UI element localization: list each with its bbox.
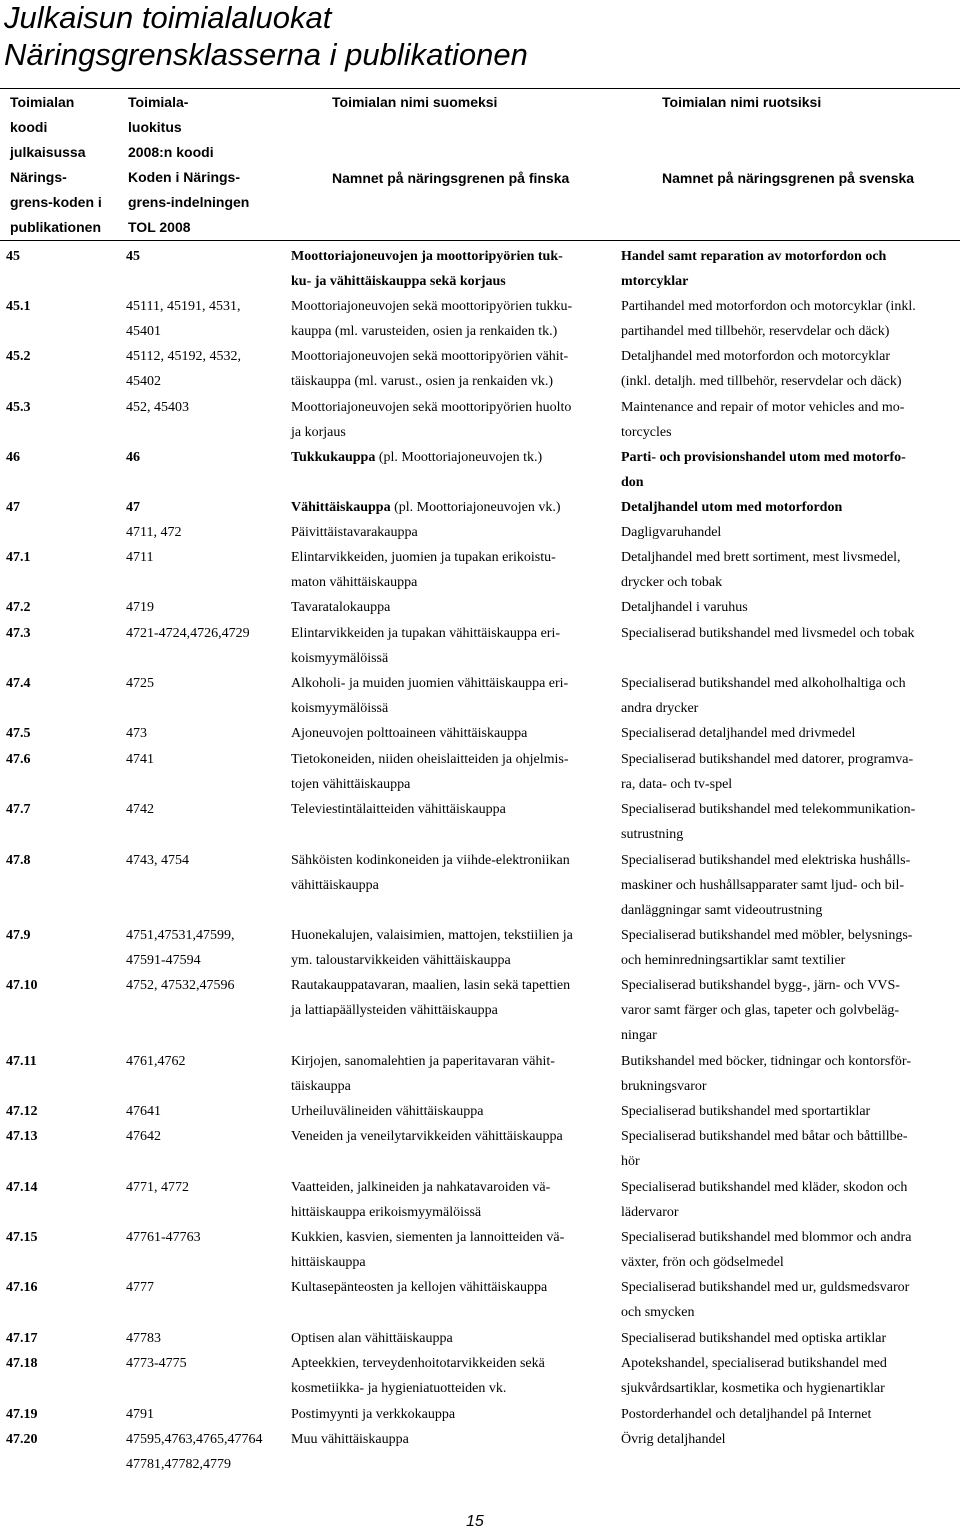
row-finnish-name (291, 445, 609, 470)
row-code: 47.15 (6, 1230, 38, 1245)
row-tol-code: 4711, 472 (126, 525, 182, 540)
row-tol-code: 47783 (126, 1331, 161, 1346)
row-finnish-name: Kultasepänteosten ja kellojen vähittäiskauppa (291, 1280, 548, 1295)
header-finnish-name: Toimialan nimi suomeksi (332, 94, 498, 110)
row-finnish-name: Moottoriajoneuvojen sekä moottoripyörien vähit- täiskauppa (ml. varust., osien ja renkaiden vk.) (291, 349, 569, 389)
row-swedish-name: Handel samt reparation av motorfordon och mtorcyklar (621, 249, 887, 289)
row-code: 47.6 (6, 752, 31, 767)
row-swedish-name: Detaljhandel utom med motorfordon (621, 500, 843, 515)
row-tol-code: 45112, 45192, 4532, 45402 (126, 349, 241, 389)
row-code: 47.14 (6, 1180, 38, 1195)
row-tol-code: 45 (126, 249, 140, 264)
row-finnish-name: Huonekalujen, valaisimien, mattojen, tekstiilien ja ym. taloustarvikkeiden vähittäiskauppa (291, 928, 573, 968)
row-finnish-name (291, 495, 609, 520)
row-swedish-name: Specialiserad butikshandel med alkoholhaltiga och andra drycker (621, 676, 906, 716)
row-tol-code: 45111, 45191, 4531, 45401 (126, 299, 241, 339)
row-swedish-name: Specialiserad butikshandel med blommor och andra växter, frön och gödselmedel (621, 1230, 912, 1270)
row-code: 47.10 (6, 978, 38, 993)
row-tol-code: 4711 (126, 550, 154, 565)
row-tol-code: 4761,4762 (126, 1054, 186, 1069)
header-code-column: Toimialan koodi julkaisussa Närings- grens-koden i publikationen (10, 94, 102, 235)
row-tol-code: 452, 45403 (126, 400, 189, 415)
row-code: 47.7 (6, 802, 31, 817)
row-finnish-name: Alkoholi- ja muiden juomien vähittäiskauppa eri- koismyymälöissä (291, 676, 569, 716)
row-swedish-name: Övrig detaljhandel (621, 1432, 726, 1447)
row-finnish-name-main: Tukkukauppa (291, 450, 376, 465)
row-swedish-name: Parti- och provisionshandel utom med motorfo- don (621, 450, 906, 490)
row-code: 47.9 (6, 928, 31, 943)
row-code: 47.20 (6, 1432, 38, 1447)
row-tol-code: 4742 (126, 802, 154, 817)
row-swedish-name: Dagligvaruhandel (621, 525, 722, 540)
row-code: 47.17 (6, 1331, 38, 1346)
row-swedish-name: Specialiserad butikshandel med möbler, belysnings- och heminredningsartiklar samt textilier (621, 928, 913, 968)
row-code: 47.8 (6, 853, 31, 868)
row-finnish-name: Sähköisten kodinkoneiden ja viihde-elektroniikan vähittäiskauppa (291, 853, 570, 893)
row-swedish-name: Specialiserad butikshandel med elektriska hushålls- maskiner och hushållsapparater samt ljud- och bil- danläggningar samt videoutrustning (621, 853, 911, 918)
row-tol-code: 4725 (126, 676, 154, 691)
row-finnish-name: Vaatteiden, jalkineiden ja nahkatavaroiden vä- hittäiskauppa erikoismyymälöissä (291, 1180, 551, 1220)
row-swedish-name: Detaljhandel med motorfordon och motorcyklar (inkl. detaljh. med tillbehör, reservdelar och däck) (621, 349, 902, 389)
header-finnish-name-sv: Namnet på näringsgrenen på finska (332, 170, 570, 186)
row-swedish-name: Specialiserad butikshandel med livsmedel och tobak (621, 626, 915, 641)
row-finnish-name: Ajoneuvojen polttoaineen vähittäiskauppa (291, 726, 528, 741)
row-finnish-name: Elintarvikkeiden, juomien ja tupakan erikoistu- maton vähittäiskauppa (291, 550, 556, 590)
row-swedish-name: Butikshandel med böcker, tidningar och kontorsför- brukningsvaror (621, 1054, 911, 1094)
row-tol-code: 4777 (126, 1280, 154, 1295)
row-code: 45.2 (6, 349, 31, 364)
row-finnish-name: Tavaratalokauppa (291, 600, 391, 615)
row-swedish-name: Specialiserad butikshandel med kläder, skodon och lädervaror (621, 1180, 908, 1220)
row-finnish-name: Elintarvikkeiden ja tupakan vähittäiskauppa eri- koismyymälöissä (291, 626, 561, 666)
row-tol-code: 4741 (126, 752, 154, 767)
row-finnish-name: Kukkien, kasvien, siementen ja lannoitteiden vä- hittäiskauppa (291, 1230, 565, 1270)
row-swedish-name: Specialiserad butikshandel med optiska artiklar (621, 1331, 887, 1346)
row-swedish-name: Postorderhandel och detaljhandel på Internet (621, 1407, 872, 1422)
row-tol-code: 47761-47763 (126, 1230, 201, 1245)
row-tol-code: 4719 (126, 600, 154, 615)
row-code: 47.12 (6, 1104, 38, 1119)
header-tol-column: Toimiala- luokitus 2008:n koodi Koden i Närings- grens-indelningen TOL 2008 (128, 94, 250, 235)
page-subtitle: Näringsgrensklasserna i publikationen (4, 37, 528, 72)
row-finnish-name: Rautakauppatavaran, maalien, lasin sekä tapettien ja lattiapäällysteiden vähittäiskauppa (291, 978, 571, 1018)
row-tol-code: 4752, 47532,47596 (126, 978, 235, 993)
row-tol-code: 4743, 4754 (126, 853, 189, 868)
row-code: 47.2 (6, 600, 31, 615)
row-tol-code: 4751,47531,47599, 47591-47594 (126, 928, 235, 968)
page-number: 15 (466, 1513, 484, 1530)
header-swedish-name-sv: Namnet på näringsgrenen på svenska (662, 170, 915, 186)
row-code: 46 (6, 450, 20, 465)
row-swedish-name: Specialiserad detaljhandel med drivmedel (621, 726, 856, 741)
row-code: 45.3 (6, 400, 31, 415)
row-code: 47.5 (6, 726, 31, 741)
row-tol-code: 47595,4763,4765,47764 47781,47782,4779 (126, 1432, 263, 1472)
row-code: 47.18 (6, 1356, 38, 1371)
row-finnish-name: Kirjojen, sanomalehtien ja paperitavaran vähit- täiskauppa (291, 1054, 555, 1094)
row-finnish-name: Urheiluvälineiden vähittäiskauppa (291, 1104, 484, 1119)
row-swedish-name: Specialiserad butikshandel med båtar och båttillbe- hör (621, 1129, 908, 1169)
row-code: 45.1 (6, 299, 31, 314)
row-code: 47.3 (6, 626, 31, 641)
row-finnish-name: Postimyynti ja verkkokauppa (291, 1407, 456, 1422)
row-code: 47 (6, 500, 20, 515)
header-swedish-name: Toimialan nimi ruotsiksi (662, 94, 822, 110)
row-code: 47.16 (6, 1280, 38, 1295)
row-swedish-name: Specialiserad butikshandel med telekommunikation- sutrustning (621, 802, 916, 842)
header-bottom-rule (0, 240, 960, 241)
row-swedish-name: Specialiserad butikshandel bygg-, järn- och VVS- varor samt färger och glas, tapeter och golvbeläg- ningar (621, 978, 900, 1043)
row-finnish-name-main: Vähittäiskauppa (291, 500, 391, 515)
row-swedish-name: Specialiserad butikshandel med datorer, programva- ra, data- och tv-spel (621, 752, 914, 792)
row-swedish-name: Apotekshandel, specialiserad butikshandel med sjukvårdsartiklar, kosmetika och hygienartiklar (621, 1356, 887, 1396)
row-swedish-name: Specialiserad butikshandel med ur, guldsmedsvaror och smycken (621, 1280, 910, 1320)
row-code: 45 (6, 249, 20, 264)
row-tol-code: 47 (126, 500, 140, 515)
row-swedish-name: Partihandel med motorfordon och motorcyklar (inkl. partihandel med tillbehör, reservdelar och däck) (621, 299, 916, 339)
row-finnish-name: Päivittäistavarakauppa (291, 525, 418, 540)
row-code: 47.4 (6, 676, 31, 691)
row-finnish-name-note: (pl. Moottoriajoneuvojen tk.) (375, 450, 543, 465)
row-finnish-name: Moottoriajoneuvojen ja moottoripyörien tuk- ku- ja vähittäiskauppa sekä korjaus (291, 249, 563, 289)
row-finnish-name: Apteekkien, terveydenhoitotarvikkeiden sekä kosmetiikka- ja hygieniatuotteiden vk. (291, 1356, 545, 1396)
page-title: Julkaisun toimialaluokat (4, 0, 332, 35)
row-tol-code: 47642 (126, 1129, 161, 1144)
row-tol-code: 4773-4775 (126, 1356, 187, 1371)
row-code: 47.11 (6, 1054, 37, 1069)
row-tol-code: 47641 (126, 1104, 161, 1119)
row-code: 47.1 (6, 550, 31, 565)
row-finnish-name: Optisen alan vähittäiskauppa (291, 1331, 453, 1346)
row-swedish-name: Detaljhandel i varuhus (621, 600, 748, 615)
row-tol-code: 4721-4724,4726,4729 (126, 626, 250, 641)
row-tol-code: 4791 (126, 1407, 154, 1422)
row-finnish-name: Muu vähittäiskauppa (291, 1432, 409, 1447)
row-tol-code: 4771, 4772 (126, 1180, 189, 1195)
row-swedish-name: Maintenance and repair of motor vehicles and mo- torcycles (621, 400, 905, 440)
header-top-rule (0, 88, 960, 89)
row-finnish-name: Moottoriajoneuvojen sekä moottoripyörien tukku- kauppa (ml. varusteiden, osien ja renkaiden tk.) (291, 299, 573, 339)
row-finnish-name: Moottoriajoneuvojen sekä moottoripyörien huolto ja korjaus (291, 400, 572, 440)
row-finnish-name-note: (pl. Moottoriajoneuvojen vk.) (390, 500, 561, 515)
row-finnish-name: Tietokoneiden, niiden oheislaitteiden ja ohjelmis- tojen vähittäiskauppa (291, 752, 569, 792)
row-finnish-name: Televiestintälaitteiden vähittäiskauppa (291, 802, 506, 817)
row-code: 47.19 (6, 1407, 38, 1422)
row-finnish-name: Veneiden ja veneilytarvikkeiden vähittäiskauppa (291, 1129, 563, 1144)
row-code: 47.13 (6, 1129, 38, 1144)
row-tol-code: 473 (126, 726, 147, 741)
row-swedish-name: Specialiserad butikshandel med sportartiklar (621, 1104, 871, 1119)
row-swedish-name: Detaljhandel med brett sortiment, mest livsmedel, drycker och tobak (621, 550, 901, 590)
row-tol-code: 46 (126, 450, 140, 465)
